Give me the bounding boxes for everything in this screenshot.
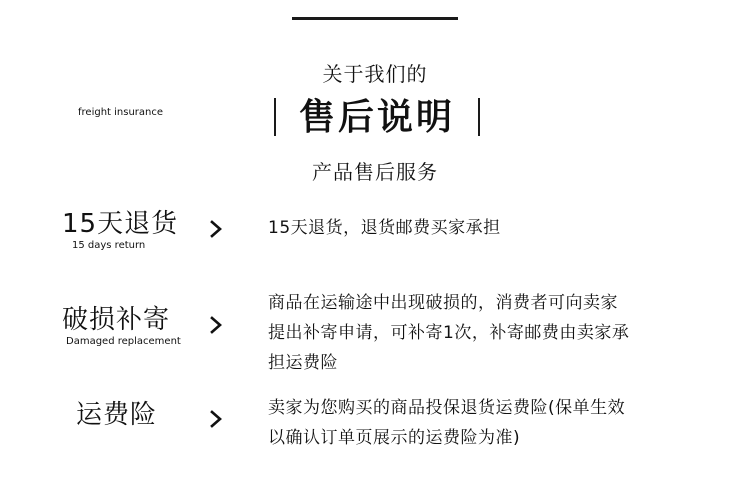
section-body-insurance xyxy=(268,393,625,453)
section-body-return xyxy=(268,213,501,243)
section-heading-insurance: 运费险 xyxy=(76,400,158,430)
chevron-right-icon xyxy=(207,314,225,336)
section-body-damage xyxy=(268,288,629,378)
chevron-right-icon xyxy=(207,218,225,240)
section-subheading-return: 15 days return xyxy=(72,240,146,251)
section-line: 商品在运输途中出现破损的，消费者可向卖家 xyxy=(268,293,618,313)
title-right-bar xyxy=(478,98,480,136)
section-heading-return: 15天退货 xyxy=(62,209,179,239)
section-subheading-damage: Damaged replacement xyxy=(66,336,181,347)
section-line: 以确认订单页展示的运费险为准) xyxy=(268,428,521,448)
section-line: 担运费险 xyxy=(268,353,338,373)
page-title: 售后说明 xyxy=(298,97,455,138)
section-heading-damage: 破损补寄 xyxy=(62,305,171,335)
title-block xyxy=(274,94,480,142)
about-label: 关于我们的 xyxy=(322,62,428,86)
top-divider xyxy=(292,17,458,20)
chevron-right-icon xyxy=(207,408,225,430)
section-line: 卖家为您购买的商品投保退货运费险(保单生效 xyxy=(268,398,626,418)
section-line: 15天退货，退货邮费买家承担 xyxy=(268,218,501,238)
section-line: 提出补寄申请，可补寄1次，补寄邮费由卖家承 xyxy=(268,323,630,343)
freight-insurance-label: freight insurance xyxy=(78,107,164,118)
page-subtitle: 产品售后服务 xyxy=(312,160,438,184)
